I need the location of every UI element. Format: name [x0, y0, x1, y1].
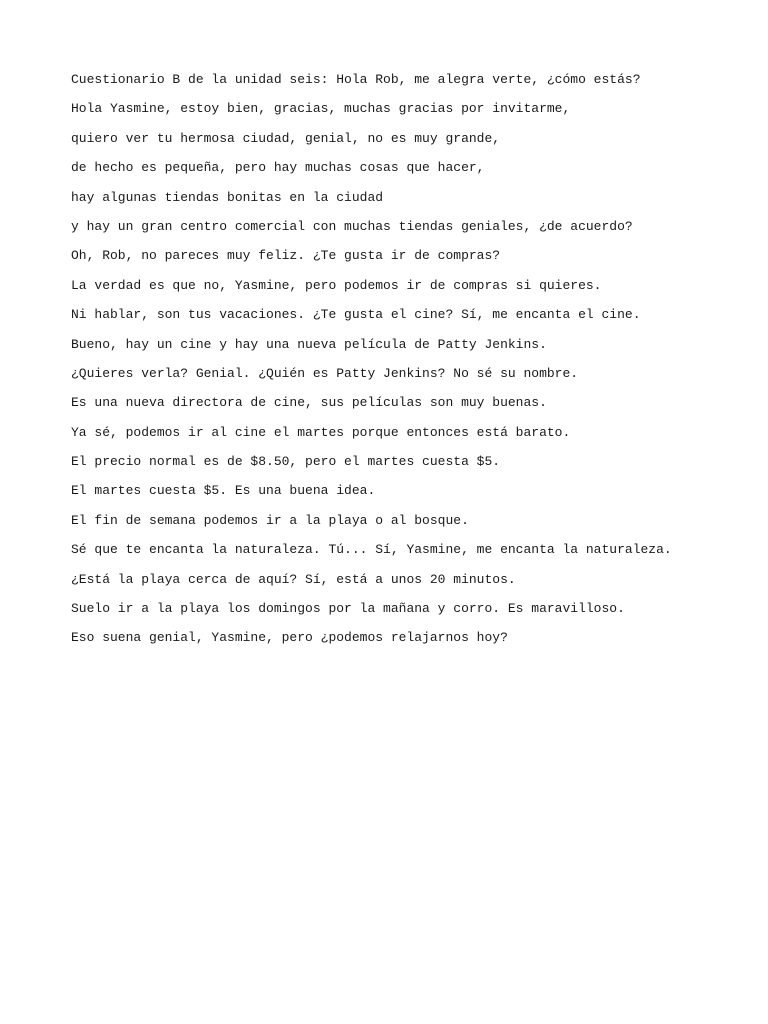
text-line: La verdad es que no, Yasmine, pero podemos ir de compras si quieres. — [71, 277, 602, 293]
document-page — [71, 70, 751, 658]
text-line: El martes cuesta $5. Es una buena idea. — [71, 483, 376, 499]
text-line: Sé que te encanta la naturaleza. Tú... Sí, Yasmine, me encanta la naturaleza. — [71, 542, 672, 558]
text-line: de hecho es pequeña, pero hay muchas cosas que hacer, — [71, 160, 485, 176]
text-line: Ya sé, podemos ir al cine el martes porque entonces está barato. — [71, 424, 571, 440]
text-line: Hola Yasmine, estoy bien, gracias, muchas gracias por invitarme, — [71, 101, 571, 117]
text-line: Cuestionario B de la unidad seis: Hola Rob, me alegra verte, ¿cómo estás? — [71, 72, 641, 87]
text-line: ¿Quieres verla? Genial. ¿Quién es Patty Jenkins? No sé su nombre. — [71, 365, 579, 381]
text-line: Oh, Rob, no pareces muy feliz. ¿Te gusta ir de compras? — [71, 248, 501, 264]
text-line: Es una nueva directora de cine, sus películas son muy buenas. — [71, 395, 547, 411]
text-line: hay algunas tiendas bonitas en la ciudad — [71, 189, 384, 205]
text-line: Suelo ir a la playa los domingos por la mañana y corro. Es maravilloso. — [71, 601, 625, 617]
text-line: ¿Está la playa cerca de aquí? Sí, está a unos 20 minutos. — [71, 571, 516, 587]
text-line: Ni hablar, son tus vacaciones. ¿Te gusta el cine? Sí, me encanta el cine. — [71, 307, 641, 323]
text-line: Bueno, hay un cine y hay una nueva película de Patty Jenkins. — [71, 336, 547, 352]
text-line: quiero ver tu hermosa ciudad, genial, no es muy grande, — [71, 130, 501, 146]
text-line: Eso suena genial, Yasmine, pero ¿podemos relajarnos hoy? — [71, 630, 508, 646]
text-line: El fin de semana podemos ir a la playa o al bosque. — [71, 512, 469, 528]
text-line: y hay un gran centro comercial con muchas tiendas geniales, ¿de acuerdo? — [71, 218, 633, 234]
text-line: El precio normal es de $8.50, pero el martes cuesta $5. — [71, 454, 501, 470]
